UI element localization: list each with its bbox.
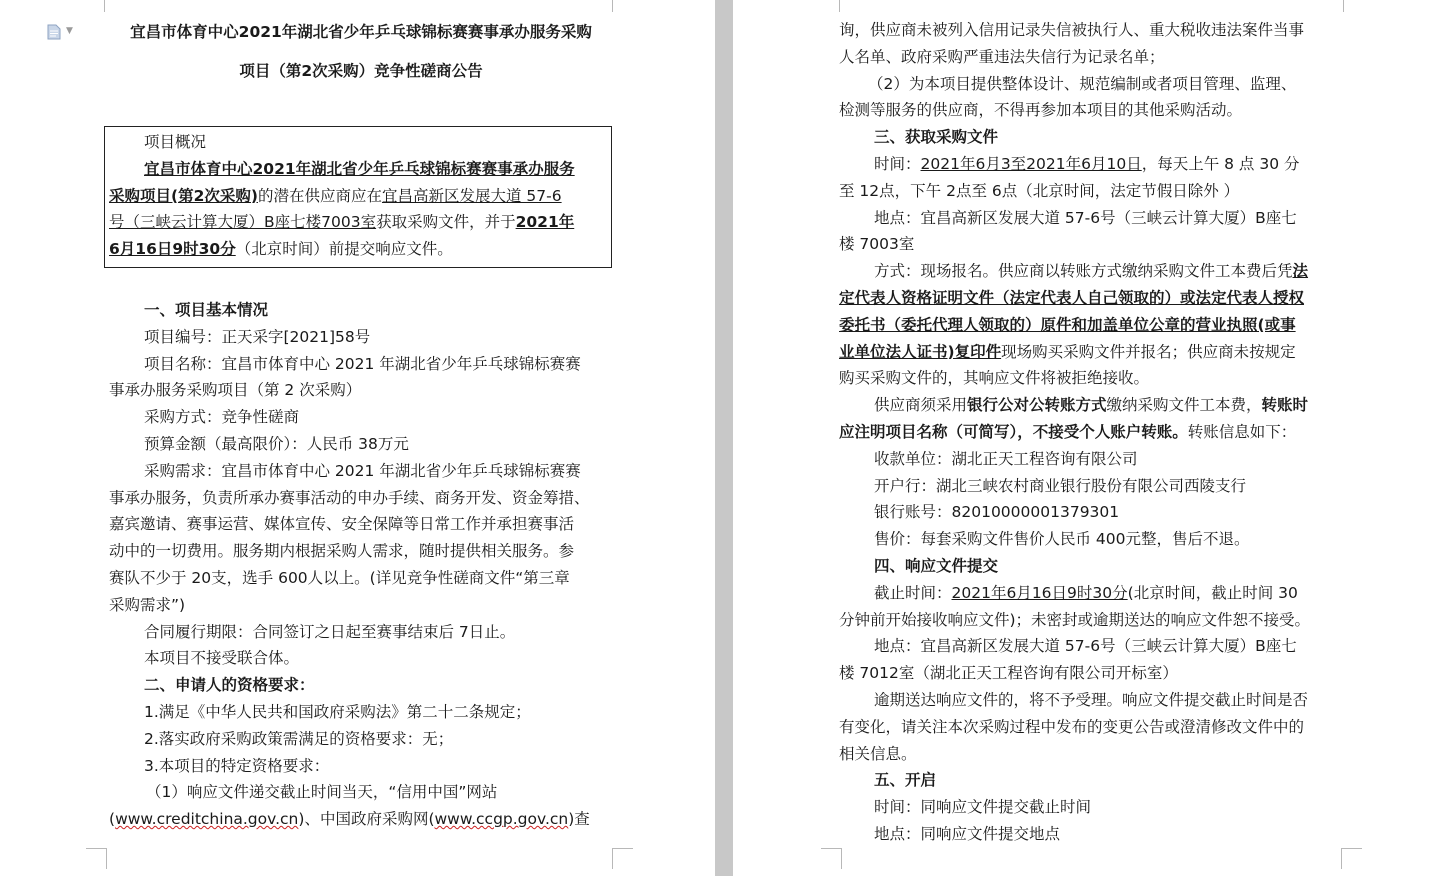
paragraph-line: 地点：宜昌高新区发展大道 57-6号（三峡云计算大厦）B座七 xyxy=(874,637,1297,656)
margin-corner-mark xyxy=(1343,0,1364,12)
paragraph-line: 采购方式：竞争性磋商 xyxy=(144,408,300,427)
paragraph-line: 动中的一切费用。服务期内根据采购人需求，随时提供相关服务。参 xyxy=(109,542,575,561)
paragraph-line: 本项目不接受联合体。 xyxy=(144,649,300,668)
paragraph-line: 检测等服务的供应商，不得再参加本项目的其他采购活动。 xyxy=(839,101,1243,120)
paragraph-line: 项目名称：宜昌市体育中心 2021 年湖北省少年乒乓球锦标赛赛 xyxy=(144,354,581,373)
paragraph-line: 地点：宜昌高新区发展大道 57-6号（三峡云计算大厦）B座七 xyxy=(874,208,1297,227)
paragraph-line: 事承办服务采购项目（第 2 次采购） xyxy=(109,381,362,400)
section-1-body xyxy=(109,297,590,833)
document-title-line1: 宜昌市体育中心2021年湖北省少年乒乓球锦标赛赛事承办服务采购 xyxy=(130,23,592,41)
list-item: 2.落实政府采购政策需满足的资格要求：无； xyxy=(144,729,454,748)
paragraph-line: 楼 7003室 xyxy=(839,235,915,254)
margin-corner-mark xyxy=(821,848,842,869)
list-item: 1.满足《中华人民共和国政府采购法》第二十二条规定； xyxy=(144,702,531,721)
page-gutter xyxy=(715,0,733,876)
paragraph-line: 时间：同响应文件提交截止时间 xyxy=(874,798,1092,817)
list-item: （1）响应文件递交截止时间当天，“信用中国”网站 xyxy=(146,783,498,802)
margin-corner-mark xyxy=(612,0,633,12)
section-heading: 三、获取采购文件 xyxy=(874,128,999,147)
section-heading: 一、项目基本情况 xyxy=(144,301,269,319)
document-title-line2: 项目（第2次采购）竞争性磋商公告 xyxy=(239,62,483,80)
paragraph-line: 预算金额（最高限价）：人民币 38万元 xyxy=(144,434,409,453)
paragraph-line: 项目编号：正天采字[2021]58号 xyxy=(144,327,371,346)
paragraph-line: 嘉宾邀请、赛事运营、媒体宣传、安全保障等日常工作并承担赛事活 xyxy=(109,515,575,534)
overview-line: 6月16日9时30分（北京时间）前提交响应文件。 xyxy=(109,240,453,259)
section-heading: 二、申请人的资格要求： xyxy=(144,676,315,695)
paragraph-line: 采购需求”) xyxy=(109,595,186,614)
paragraph-line: 逾期送达响应文件的，将不予受理。响应文件提交截止时间是否 xyxy=(874,690,1309,709)
overview-line: 号（三峡云计算大厦）B座七楼7003室获取采购文件，并于2021年 xyxy=(109,213,575,232)
document-page-left xyxy=(0,0,715,876)
paragraph-line: 银行账号：82010000001379301 xyxy=(874,503,1120,522)
paragraph-line: 应注明项目名称（可简写），不接受个人账户转账。转账信息如下： xyxy=(839,422,1297,441)
margin-corner-mark xyxy=(86,848,107,869)
overview-line: 宜昌市体育中心2021年湖北省少年乒乓球锦标赛赛事承办服务 xyxy=(144,159,575,178)
document-icon[interactable] xyxy=(47,24,61,40)
section-heading: 四、响应文件提交 xyxy=(874,556,999,575)
creditchina-link[interactable]: www.creditchina.gov.cn xyxy=(115,810,299,829)
paragraph-line: 委托书（委托代理人领取的）原件和加盖单位公章的营业执照(或事 xyxy=(839,315,1296,334)
paragraph-line: 合同履行期限：合同签订之日起至赛事结束后 7日止。 xyxy=(144,622,516,641)
overview-heading: 项目概况 xyxy=(144,133,207,151)
overview-line: 采购项目(第2次采购)的潜在供应商应在宜昌高新区发展大道 57-6 xyxy=(109,186,562,205)
right-page-body xyxy=(839,17,1310,848)
paragraph-line: 定代表人资格证明文件（法定代表人自己领取的）或法定代表人授权 xyxy=(839,288,1305,307)
paragraph-line: 询，供应商未被列入信用记录失信被执行人、重大税收违法案件当事 xyxy=(839,21,1305,39)
paragraph-line: 购买采购文件的，其响应文件将被拒绝接收。 xyxy=(839,369,1150,388)
paragraph-line: (www.creditchina.gov.cn)、中国政府采购网(www.ccgp.gov.cn)查 xyxy=(109,810,590,829)
paragraph-line: 至 12点，下午 2点至 6点（北京时间，法定节假日除外 ） xyxy=(839,181,1240,200)
paragraph-line: 有变化，请关注本次采购过程中发布的变更公告或澄清修改文件中的 xyxy=(839,717,1305,736)
paragraph-line: 截止时间：2021年6月16日9时30分(北京时间，截止时间 30 xyxy=(874,583,1298,602)
paragraph-line: 分钟前开始接收响应文件)；未密封或逾期送达的响应文件恕不接受。 xyxy=(839,610,1311,629)
paragraph-line: 方式：现场报名。供应商以转账方式缴纳采购文件工本费后凭法 xyxy=(874,262,1309,281)
paragraph-line: 楼 7012室（湖北正天工程咨询有限公司开标室） xyxy=(839,664,1178,683)
section-heading: 五、开启 xyxy=(874,771,937,790)
paragraph-line: 采购需求：宜昌市体育中心 2021 年湖北省少年乒乓球锦标赛赛 xyxy=(144,461,581,480)
margin-corner-mark xyxy=(819,0,840,12)
paragraph-line: 供应商须采用银行公对公转账方式缴纳采购文件工本费，转账时 xyxy=(874,396,1309,415)
list-item: （2）为本项目提供整体设计、规范编制或者项目管理、监理、 xyxy=(868,74,1297,93)
paragraph-line: 时间：2021年6月3至2021年6月10日，每天上午 8 点 30 分 xyxy=(874,154,1300,173)
paragraph-line: 人名单、政府采购严重违法失信行为记录名单； xyxy=(839,47,1165,66)
margin-corner-mark xyxy=(84,0,105,12)
paragraph-line: 相关信息。 xyxy=(839,744,917,763)
chevron-down-icon[interactable]: ▼ xyxy=(66,26,73,36)
paragraph-line: 赛队不少于 20支，选手 600人以上。(详见竞争性磋商文件“第三章 xyxy=(109,568,570,587)
document-page-right xyxy=(733,0,1443,876)
paragraph-line: 开户行：湖北三峡农村商业银行股份有限公司西陵支行 xyxy=(874,476,1247,495)
paragraph-line: 业单位法人证书)复印件现场购买采购文件并报名；供应商未按规定 xyxy=(839,342,1296,361)
paragraph-line: 售价：每套采购文件售价人民币 400元整，售后不退。 xyxy=(874,530,1250,549)
margin-corner-mark xyxy=(612,848,633,869)
paragraph-line: 事承办服务，负责所承办赛事活动的申办手续、商务开发、资金筹措、 xyxy=(109,488,590,507)
project-overview-text xyxy=(109,129,575,263)
margin-corner-mark xyxy=(1341,848,1362,869)
list-item: 3.本项目的特定资格要求： xyxy=(144,756,330,775)
paragraph-line: 收款单位：湖北正天工程咨询有限公司 xyxy=(874,449,1138,468)
ccgp-link[interactable]: www.ccgp.gov.cn xyxy=(434,810,569,829)
paragraph-line: 地点：同响应文件提交地点 xyxy=(874,824,1061,843)
